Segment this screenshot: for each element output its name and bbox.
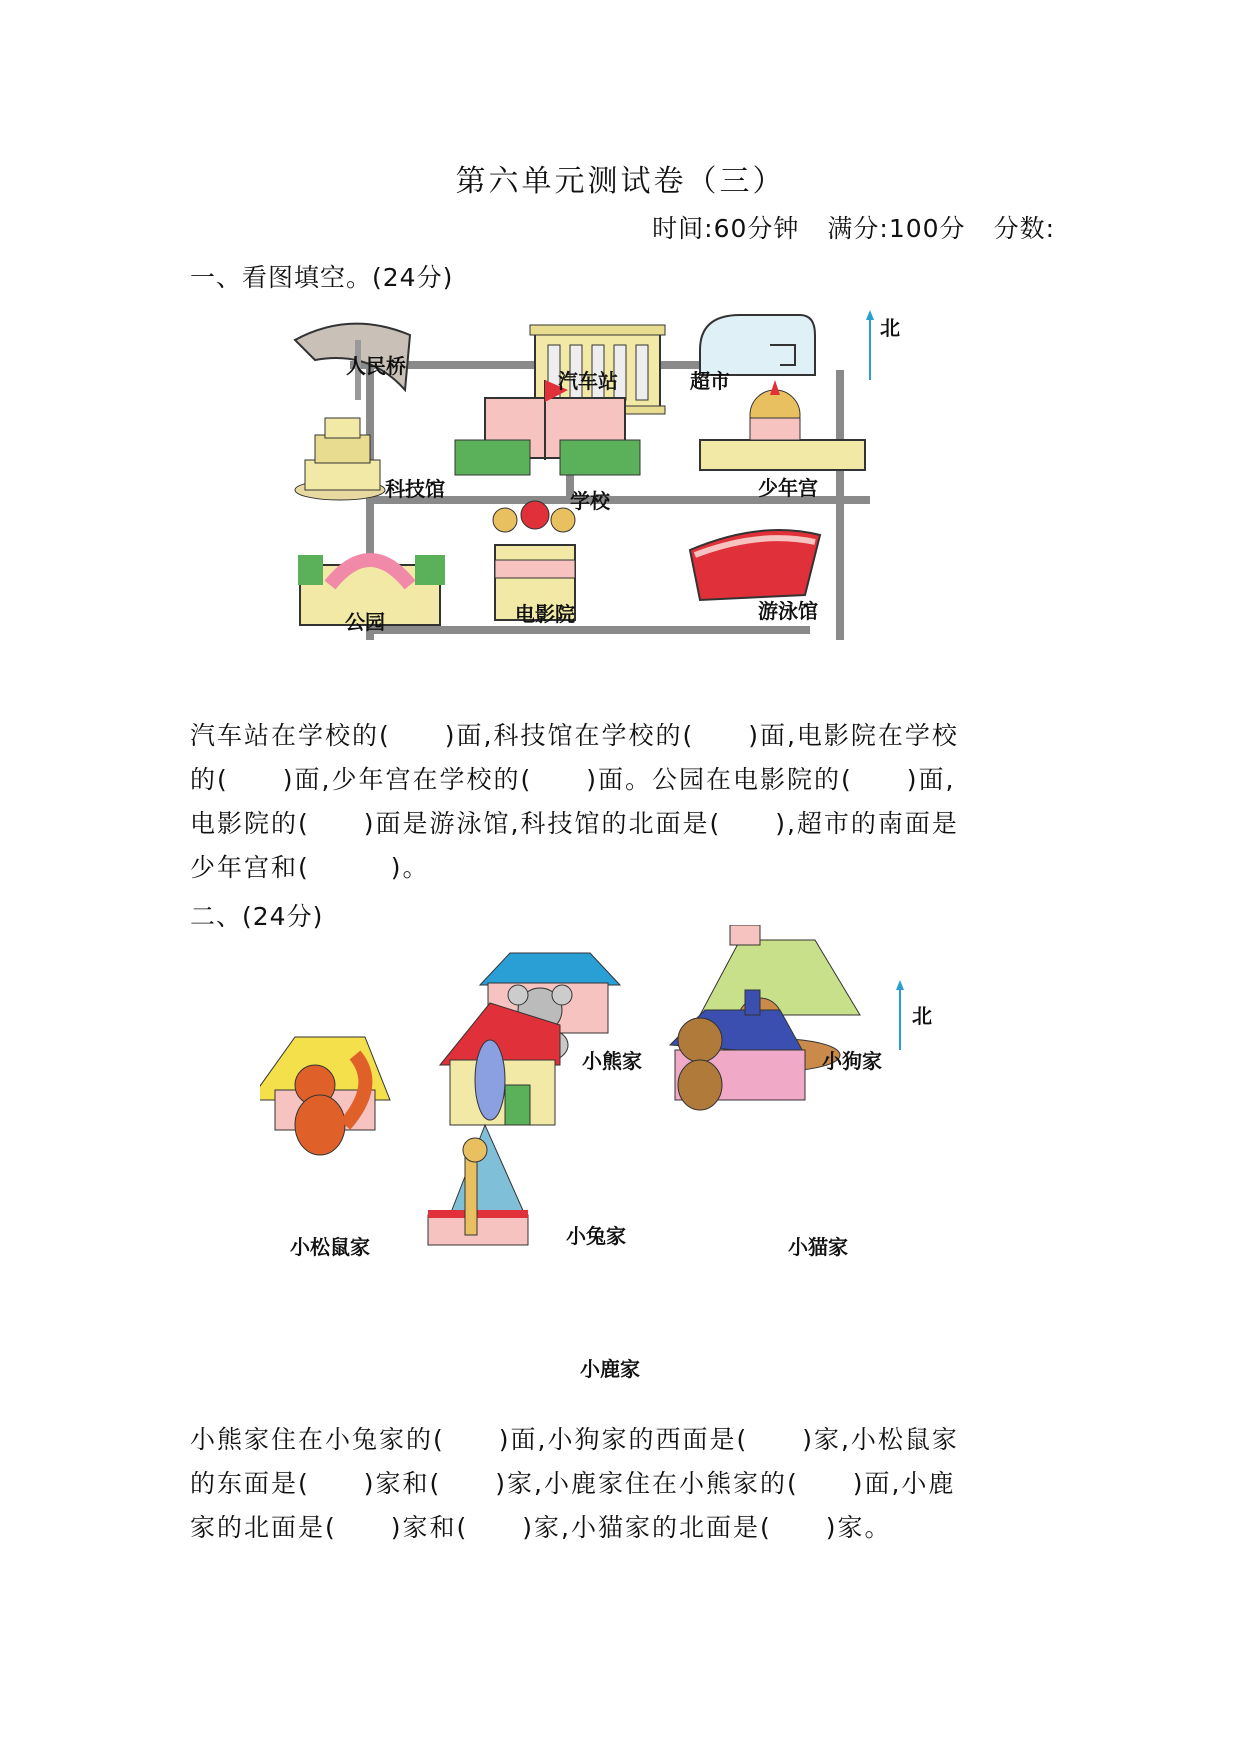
- question-line: 的东面是( )家和( )家,小鹿家住在小熊家的( )面,小鹿: [190, 1469, 956, 1498]
- city-map: [290, 310, 960, 710]
- rabbit-home-label: 小兔家: [566, 1224, 626, 1248]
- bridge-label: 人民桥: [346, 354, 406, 378]
- squirrel-home-label: 小松鼠家: [290, 1235, 370, 1259]
- park-label: 公园: [345, 610, 385, 634]
- pool-label: 游泳馆: [758, 599, 818, 623]
- full-score: 满分:100分: [827, 214, 966, 243]
- dog-home-label: 小狗家: [822, 1049, 882, 1073]
- squirrel-house: [260, 1037, 390, 1155]
- rabbit-house: [440, 1003, 560, 1125]
- section-2-heading: 二、(24分): [190, 902, 324, 931]
- science-museum-label: 科技馆: [385, 477, 445, 501]
- supermarket-label: 超市: [690, 369, 730, 393]
- pool-building: [690, 530, 820, 600]
- youth-palace-label: 少年宫: [758, 476, 818, 500]
- animal-homes-map: [260, 925, 1040, 1395]
- north-label: 北: [880, 316, 900, 340]
- north-arrow: [866, 310, 874, 380]
- time-limit: 时间:60分钟: [652, 214, 800, 243]
- bear-home-label: 小熊家: [582, 1049, 642, 1073]
- cat-home-label: 小猫家: [788, 1235, 848, 1259]
- deer-home-label: 小鹿家: [580, 1357, 640, 1381]
- question-line: 家的北面是( )家和( )家,小猫家的北面是( )家。: [190, 1513, 892, 1542]
- question-line: 汽车站在学校的( )面,科技馆在学校的( )面,电影院在学校: [190, 721, 959, 750]
- exam-meta: [624, 209, 1055, 245]
- north-arrow: [896, 980, 904, 1050]
- section-1-heading: 一、看图填空。(24分): [190, 263, 454, 292]
- bus-station-label: 汽车站: [558, 369, 618, 393]
- school-label: 学校: [570, 489, 610, 513]
- deer-house: [428, 1125, 528, 1245]
- animal-homes-drawing: [260, 925, 1040, 1395]
- score-field: 分数:: [993, 214, 1055, 243]
- question-line: 的( )面,少年宫在学校的( )面。公园在电影院的( )面,: [190, 765, 956, 794]
- north-label: 北: [912, 1004, 932, 1028]
- section-2-questions: [190, 1418, 1060, 1550]
- page-title: 第六单元测试卷（三）: [455, 164, 786, 199]
- section-1-questions: [190, 714, 1060, 890]
- question-line: 小熊家住在小兔家的( )面,小狗家的西面是( )家,小松鼠家: [190, 1425, 959, 1454]
- question-line: 电影院的( )面是游泳馆,科技馆的北面是( ),超市的南面是: [190, 809, 959, 838]
- cinema-label: 电影院: [515, 602, 575, 626]
- question-line: 少年宫和( )。: [190, 853, 430, 882]
